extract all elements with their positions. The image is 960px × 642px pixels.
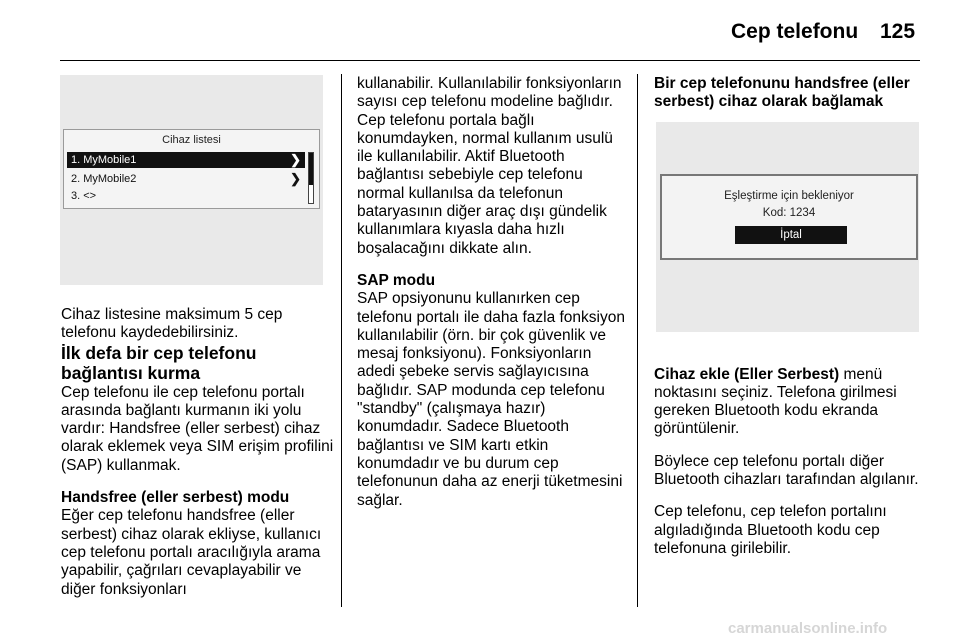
text-column-2 <box>357 75 629 510</box>
paragraph: kullanabilir. Kullanılabilir fonksiyonların sayısı cep telefonu modeline bağlıdır. Cep telefonu portala bağlı konumdayken, normal kullanım usulü ile kullanılabilir. Aktif Bluetooth bağlantısı sebebiyle cep telefonu normal kullanılsa da telefonun bataryasının diğer araç dışı gündelik kullanımlara kıyasla daha hızlı boşalacağını dikkate alın. <box>357 75 622 257</box>
paragraph: Cep telefonu, cep telefon portalını algıladığında Bluetooth kodu cep telefonuna girilebilir. <box>654 503 887 557</box>
device-list-item-2[interactable] <box>67 171 305 187</box>
pairing-screen <box>660 174 918 260</box>
subsection-heading: Bir cep telefonunu handsfree (eller serbest) cihaz olarak bağlamak <box>654 75 910 111</box>
paragraph <box>654 366 920 439</box>
chevron-right-icon: ❯ <box>290 152 301 167</box>
device-list-title: Cihaz listesi <box>162 134 221 146</box>
header-rule <box>60 60 920 61</box>
subsection-heading: Handsfree (eller serbest) modu <box>61 489 290 507</box>
paragraph: Eğer cep telefonu handsfree (eller serbest) cihaz olarak ekliyse, kullanıcı cep telefonu portalı aracılığıyla arama yapabilir, çağrıları cevaplayabilir ve diğer fonksiyonları <box>61 507 322 598</box>
paragraph: SAP opsiyonunu kullanırken cep telefonu portalı ile daha fazla fonksiyon kullanılabilir (örn. bir çok güvenlik ve mesaj fonksiyonu). Fonksiyonların adedi şebeke servis sağlayıcısına bağlıdır. SAP modunda cep telefonu "standby" (çalışmaya hazır) konumdadır. Sadece Bluetooth bağlantısı ve SIM kartı etkin konumdadır ve bu durum cep telefonunun daha az enerji tüketmesini sağlar. <box>357 290 625 509</box>
device-list-screen <box>63 129 320 209</box>
menu-item-name: Cihaz ekle (Eller Serbest) <box>654 365 840 383</box>
watermark: carmanualsonline.info <box>728 620 888 637</box>
paragraph: Cihaz listesine maksimum 5 cep telefonu kaydedebilirsiniz. <box>61 306 283 342</box>
text-column-1 <box>61 306 336 599</box>
column-divider-1 <box>341 74 342 607</box>
pairing-status-text: Eşleştirme için bekleniyor <box>724 190 854 202</box>
section-heading: İlk defa bir cep telefonu bağlantısı kurma <box>61 342 257 384</box>
device-list-figure <box>60 75 323 285</box>
cancel-button[interactable]: İptal <box>735 226 847 244</box>
device-list-item-label: 3. <> <box>71 190 97 202</box>
subsection-heading: SAP modu <box>357 271 436 289</box>
device-list-item-3[interactable] <box>67 188 305 204</box>
device-list-item-1[interactable] <box>67 152 305 168</box>
device-list-scrollbar[interactable] <box>308 152 314 204</box>
scrollbar-thumb[interactable] <box>309 153 313 185</box>
device-list-item-label: 1. MyMobile1 <box>71 154 137 166</box>
paragraph: Cep telefonu ile cep telefonu portalı arasında bağlantı kurmanın iki yolu vardır: Handsfree (eller serbest) cihaz olarak eklemek veya SIM erişim profilini (SAP) kullanmak. <box>61 383 334 474</box>
page-number: 125 <box>880 20 916 43</box>
paragraph: Böylece cep telefonu portalı diğer Bluetooth cihazları tarafından algılanır. <box>654 452 919 489</box>
chevron-right-icon: ❯ <box>290 171 301 186</box>
pairing-code-text: Kod: 1234 <box>762 207 816 219</box>
pairing-figure <box>656 122 919 332</box>
column-divider-2 <box>637 74 638 607</box>
paragraph-text: menü noktasını seçiniz. Telefona girilmesi gereken Bluetooth kodu ekranda görüntülenir. <box>654 365 897 438</box>
page-header-title: Cep telefonu <box>731 20 859 43</box>
device-list-item-label: 2. MyMobile2 <box>71 173 137 185</box>
